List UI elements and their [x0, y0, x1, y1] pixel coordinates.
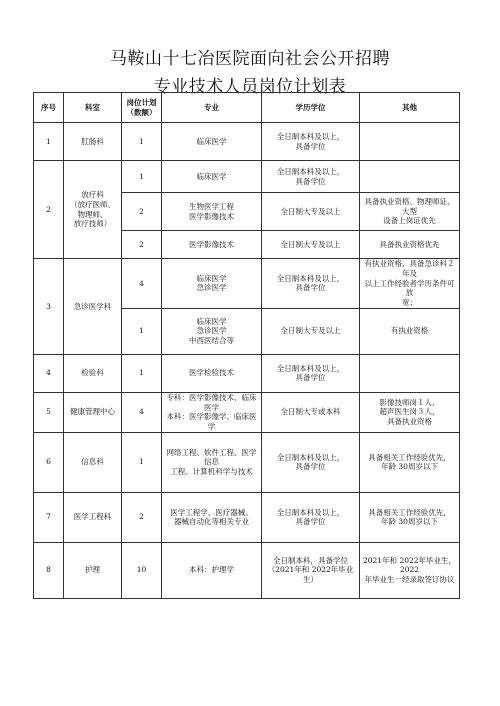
cell-seq: 1	[34, 123, 64, 161]
cell-other: 有执业资格	[360, 308, 460, 354]
cell-edu: 全日制大专及以上	[262, 231, 360, 259]
cell-major: 临床医学 急诊医学	[162, 259, 262, 309]
cell-edu: 全日制本科及以上， 具备学位	[262, 354, 360, 392]
cell-dept: 信息科	[64, 432, 122, 492]
table-row	[34, 354, 460, 392]
table-header-row	[34, 93, 460, 123]
cell-seq: 5	[34, 392, 64, 432]
table-row	[34, 392, 460, 432]
cell-seq: 4	[34, 354, 64, 392]
cell-edu: 全日制本科，具备学位 （2021年和 2022年毕业 生）	[262, 542, 360, 598]
cell-major: 临床医学	[162, 161, 262, 193]
cell-major: 临床医学 急诊医学 中西医结合等	[162, 308, 262, 354]
cell-dept: 健康管理中心	[64, 392, 122, 432]
cell-plan: 1	[122, 308, 162, 354]
table-row	[34, 259, 460, 309]
recruitment-plan-table	[33, 92, 460, 599]
header-seq: 序号	[34, 93, 64, 123]
cell-edu: 全日制本科及以上， 具备学位	[262, 123, 360, 161]
cell-plan: 1	[122, 432, 162, 492]
cell-other: 具备执业资格、物理师证、大型 设备上岗证优先	[360, 193, 460, 231]
table-row	[34, 123, 460, 161]
cell-major: 医学影像技术	[162, 231, 262, 259]
cell-other	[360, 354, 460, 392]
cell-plan: 2	[122, 231, 162, 259]
cell-plan: 2	[122, 193, 162, 231]
table-row	[34, 161, 460, 193]
cell-seq: 8	[34, 542, 64, 598]
cell-other	[360, 123, 460, 161]
header-plan: 岗位计划 （数额）	[122, 93, 162, 123]
header-major: 专业	[162, 93, 262, 123]
cell-plan: 10	[122, 542, 162, 598]
page-title-line2: 专业技术人员岗位计划表	[153, 77, 347, 97]
cell-plan: 1	[122, 161, 162, 193]
cell-dept: 检验科	[64, 354, 122, 392]
cell-other: 具备相关工作经验优先， 年龄 30周岁以下	[360, 492, 460, 542]
cell-plan: 4	[122, 392, 162, 432]
cell-major: 医学检验技术	[162, 354, 262, 392]
page-title-line1: 马鞍山十七冶医院面向社会公开招聘	[110, 49, 390, 69]
cell-other: 具备相关工作经验优先， 年龄 30周岁以下	[360, 432, 460, 492]
cell-plan: 1	[122, 354, 162, 392]
cell-other: 有执业资格，具备急诊科２年及 以上工作经验者学历条件可放 宽；	[360, 259, 460, 309]
header-other: 其他	[360, 93, 460, 123]
cell-seq: 7	[34, 492, 64, 542]
cell-other	[360, 161, 460, 193]
table-row	[34, 492, 460, 542]
cell-edu: 全日制大专及以上	[262, 193, 360, 231]
cell-major: 专科：医学影像技术、临床医学 本科：医学影像学、临床医学	[162, 392, 262, 432]
cell-other: 影像技师岗１人、 超声医生岗３人， 具备执业资格	[360, 392, 460, 432]
cell-dept: 急诊医学科	[64, 259, 122, 355]
cell-major: 网络工程、软件工程、医学信息 工程、计算机科学与技术	[162, 432, 262, 492]
cell-dept: 医学工程科	[64, 492, 122, 542]
cell-dept: 放疗科 （放疗医师、 物理师、 放疗技师）	[64, 161, 122, 259]
cell-seq: 6	[34, 432, 64, 492]
header-dept: 科室	[64, 93, 122, 123]
table-row	[34, 432, 460, 492]
cell-other: 2021年和 2022年毕业生，2022 年毕业生一经录取签订协议	[360, 542, 460, 598]
cell-edu: 全日制本科及以上， 具备学位	[262, 161, 360, 193]
cell-plan: 4	[122, 259, 162, 309]
cell-edu: 全日制本科及以上， 具备学位	[262, 259, 360, 309]
header-edu: 学历学位	[262, 93, 360, 123]
cell-major: 生物医学工程 医学影像技术	[162, 193, 262, 231]
cell-seq: 3	[34, 259, 64, 355]
cell-edu: 全日制本科及以上， 具备学位	[262, 432, 360, 492]
cell-dept: 肛肠科	[64, 123, 122, 161]
cell-plan: 2	[122, 492, 162, 542]
cell-other: 具备执业资格优先	[360, 231, 460, 259]
cell-dept: 护理	[64, 542, 122, 598]
cell-seq: 2	[34, 161, 64, 259]
cell-edu: 全日制本科及以上， 具备学位	[262, 492, 360, 542]
cell-edu: 全日制大专或本科	[262, 392, 360, 432]
cell-edu: 全日制大专及以上	[262, 308, 360, 354]
table-row	[34, 542, 460, 598]
cell-major: 本科：护理学	[162, 542, 262, 598]
cell-major: 医学工程学、医疗器械、 器械自动化等相关专业	[162, 492, 262, 542]
cell-major: 临床医学	[162, 123, 262, 161]
cell-plan: 1	[122, 123, 162, 161]
